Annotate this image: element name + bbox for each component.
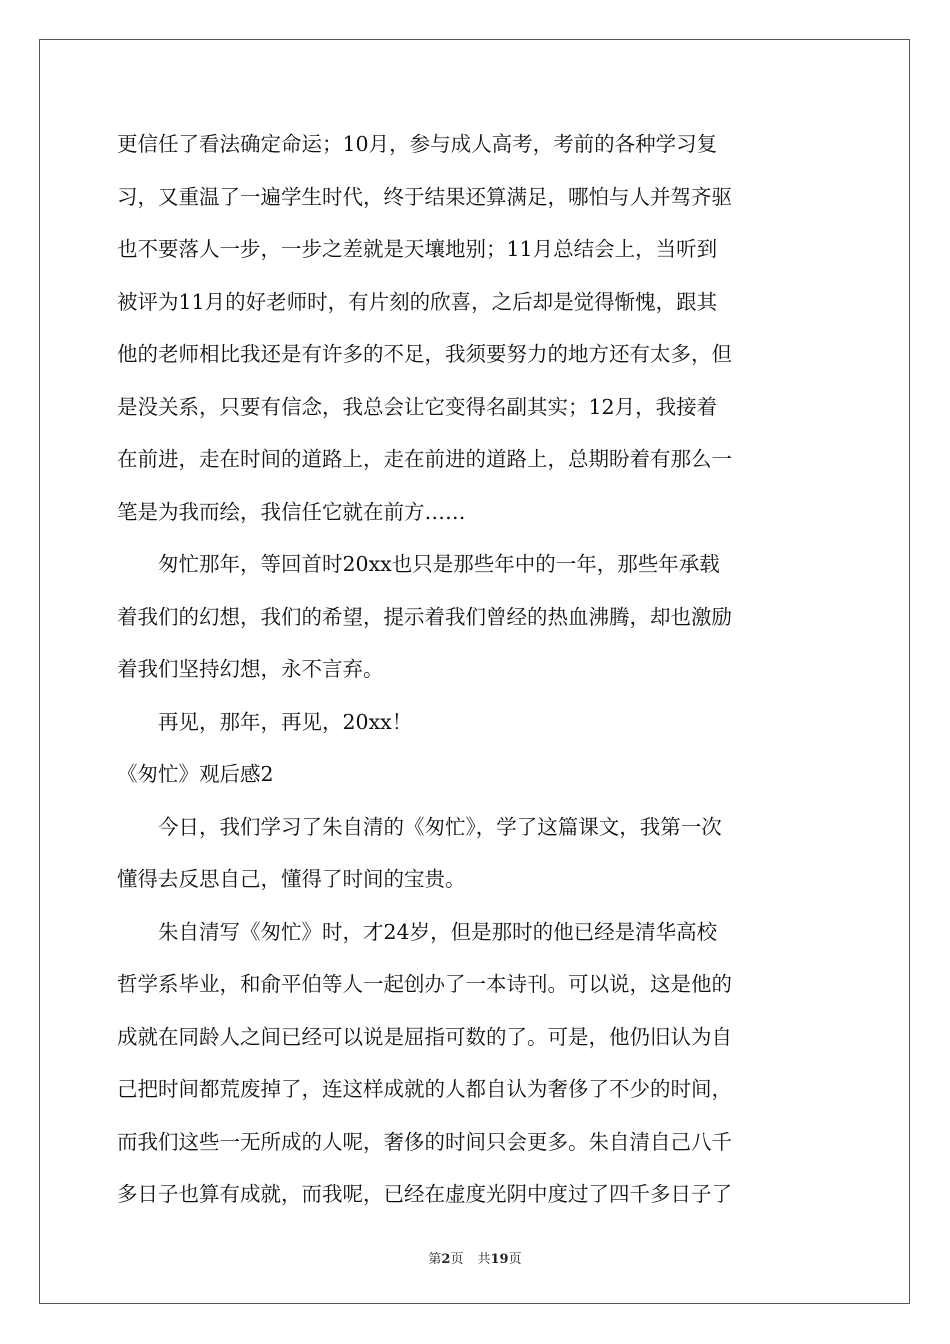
document-body <box>117 118 837 1221</box>
body-text-line: 着我们的幻想，我们的希望，提示着我们曾经的热血沸腾，却也激励 <box>117 604 732 629</box>
body-text-line: 更信任了看法确定命运；10月，参与成人高考，考前的各种学习复 <box>117 132 718 156</box>
page-total: 19 <box>490 1252 509 1267</box>
paragraph-start-line: 再见，那年，再见，20xx！ <box>158 709 413 734</box>
paragraph-start-line: 朱自清写《匆忙》时，才24岁，但是那时的他已经是清华高校 <box>158 919 718 944</box>
body-text-line: 在前进，走在时间的道路上，走在前进的道路上，总期盼着有那么一 <box>117 447 732 471</box>
body-text-line: 成就在同龄人之间已经可以说是屈指可数的了。可是，他仍旧认为自 <box>117 1024 732 1049</box>
body-text-line: 而我们这些一无所成的人呢，奢侈的时间只会更多。朱自清自己八千 <box>117 1129 732 1154</box>
body-text-line: 懂得去反思自己，懂得了时间的宝贵。 <box>117 867 466 891</box>
page-suffix: 页 <box>450 1252 464 1267</box>
paragraph-start-line: 今日，我们学习了朱自清的《匆忙》，学了这篇课文，我第一次 <box>158 814 722 839</box>
body-text-line: 笔是为我而绘，我信任它就在前方…… <box>117 499 466 524</box>
body-text-line: 被评为11月的好老师时，有片刻的欣喜，之后却是觉得惭愧，跟其 <box>117 289 718 314</box>
page-prefix: 第 <box>428 1252 442 1267</box>
page-current: 2 <box>441 1252 451 1267</box>
section-heading: 《匆忙》观后感2 <box>117 762 274 786</box>
body-text-line: 他的老师相比我还是有许多的不足，我须要努力的地方还有太多，但 <box>117 342 732 366</box>
body-text-line: 习，又重温了一遍学生时代，终于结果还算满足，哪怕与人并驾齐驱 <box>117 184 732 209</box>
page-footer <box>0 1248 950 1267</box>
body-text-line: 多日子也算有成就，而我呢，已经在虚度光阴中度过了四千多日子了 <box>117 1182 732 1206</box>
body-text-line: 是没关系，只要有信念，我总会让它变得名副其实；12月，我接着 <box>117 394 718 419</box>
paragraph-start-line: 匆忙那年，等回首时20xx也只是那些年中的一年，那些年承载 <box>158 552 720 576</box>
total-suffix: 页 <box>508 1252 522 1267</box>
body-text-line: 着我们坚持幻想，永不言弃。 <box>117 657 384 681</box>
body-text-line: 也不要落人一步，一步之差就是天壤地别；11月总结会上，当听到 <box>117 237 718 261</box>
body-text-line: 哲学系毕业，和俞平伯等人一起创办了一本诗刊。可以说，这是他的 <box>117 972 732 996</box>
total-prefix: 共 <box>477 1252 491 1267</box>
body-text-line: 己把时间都荒废掉了，连这样成就的人都自认为奢侈了不少的时间， <box>117 1077 732 1101</box>
